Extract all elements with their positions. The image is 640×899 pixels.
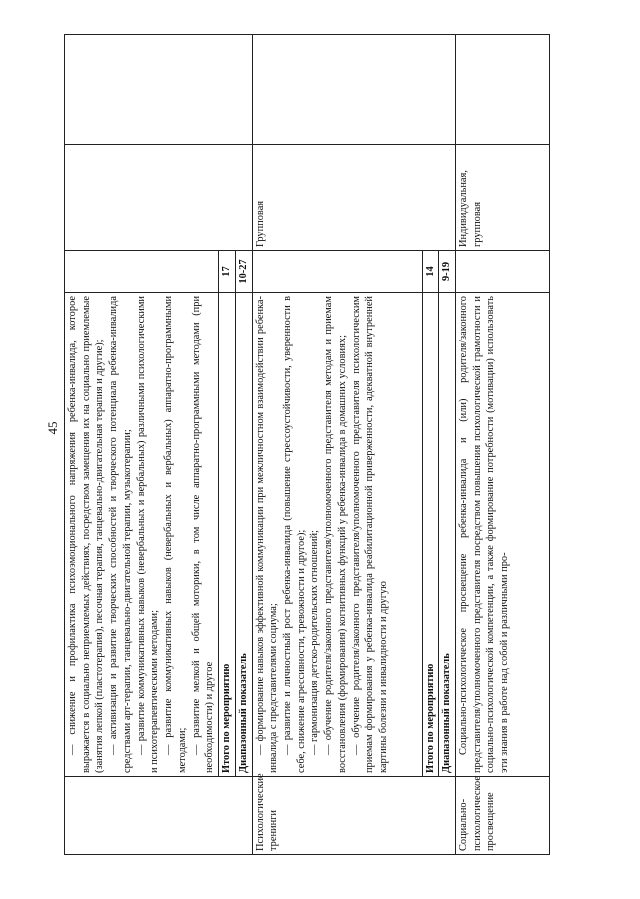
list-item: — развитие коммуникативных навыков (невербальных и вербальных) различными психологическими и психотерапевтическими методами; <box>135 296 161 773</box>
paragraph: Социально-психологическое просвещение ребенка-инвалида и (или) родителя/законного представителя/уполномоченного представителя посредством повышения психологической грамотности и социально-психологической компетенции, а также формирование потребности (мотивации) использовать эти знания в работе над собой и различными про- <box>458 296 511 773</box>
rotated-table-page <box>64 35 550 855</box>
total-value: 14 <box>422 251 439 293</box>
rehabilitation-table <box>64 34 550 855</box>
top-count-cell <box>65 251 219 293</box>
list-item: — снижение и профилактика психоэмоционального напряжения ребенка-инвалида, которое выражается в социально неприемлемых действиях, посредством замещения их на социально приемлемые (занятия лепкой (пластотерапия), песочная терапия, танцевально-двигательная терапия и другие); <box>67 296 106 773</box>
activity-name-cell: Социально-психологическое просвещение <box>456 777 550 855</box>
list-item: — формирование навыков эффективной коммуникации при межличностном взаимодействии ребенка-инвалида с представителями социума; <box>254 296 280 773</box>
activity-extra-cell <box>456 35 550 145</box>
top-name-cell <box>65 777 253 855</box>
list-item: — развитие коммуникативных навыков (невербальных и вербальных) аппаратно-программными методами; <box>163 296 188 773</box>
range-value: 9-19 <box>439 251 456 293</box>
activity-count-cell <box>456 251 550 293</box>
activity-text-cell <box>456 293 550 777</box>
page-number: 45 <box>45 421 60 435</box>
activity-name-cell: Психологические тренинги <box>252 777 455 855</box>
activity-form-cell: Индивидуальная, групповая <box>456 145 550 251</box>
range-label: Диапазонный показатель <box>439 293 456 777</box>
activity-items-cell <box>252 293 422 777</box>
range-label: Диапазонный показатель <box>235 293 252 777</box>
list-item: — гармонизация детско-родительских отношений; <box>309 530 321 755</box>
activity-count-cell <box>252 251 422 293</box>
activity-extra-cell <box>252 35 455 145</box>
top-extra-cell <box>65 35 253 145</box>
list-item: — развитие и личностный рост ребенка-инвалида (повышение стрессоустойчивости, уверенности в себе, снижение агрессивности, тревожности и другое); <box>282 296 307 773</box>
total-label: Итого по мероприятию <box>422 293 439 777</box>
top-form-cell <box>65 145 253 251</box>
list-item: — развитие мелкой и общей моторики, в том числе аппаратно-программными методами (при необходимости) и другое <box>190 296 216 773</box>
list-item: — обучение родителя/законного представителя/уполномоченного представителя психологическим приемам формирования у ребенка-инвалида реабилитационной приверженности, адекватной внутренней картины болезни и инвалидности и другую <box>350 296 390 773</box>
top-items-cell <box>65 293 219 777</box>
activity-form-cell: Групповая <box>252 145 455 251</box>
total-value: 17 <box>219 251 236 293</box>
total-label: Итого по мероприятию <box>219 293 236 777</box>
list-item: — обучение родителя/законного представителя/уполномоченного представителя методам и приемам восстановления (формирования) когнитивных функций у ребенка-инвалида в домашних условиях; <box>323 296 348 773</box>
list-item: — активизация и развитие творческих способностей и творческого потенциала ребенка-инвалида средствами арт-терапии, танцевально-двигательной терапии, музыкотерапии; <box>108 296 133 773</box>
range-value: 10-27 <box>235 251 252 293</box>
